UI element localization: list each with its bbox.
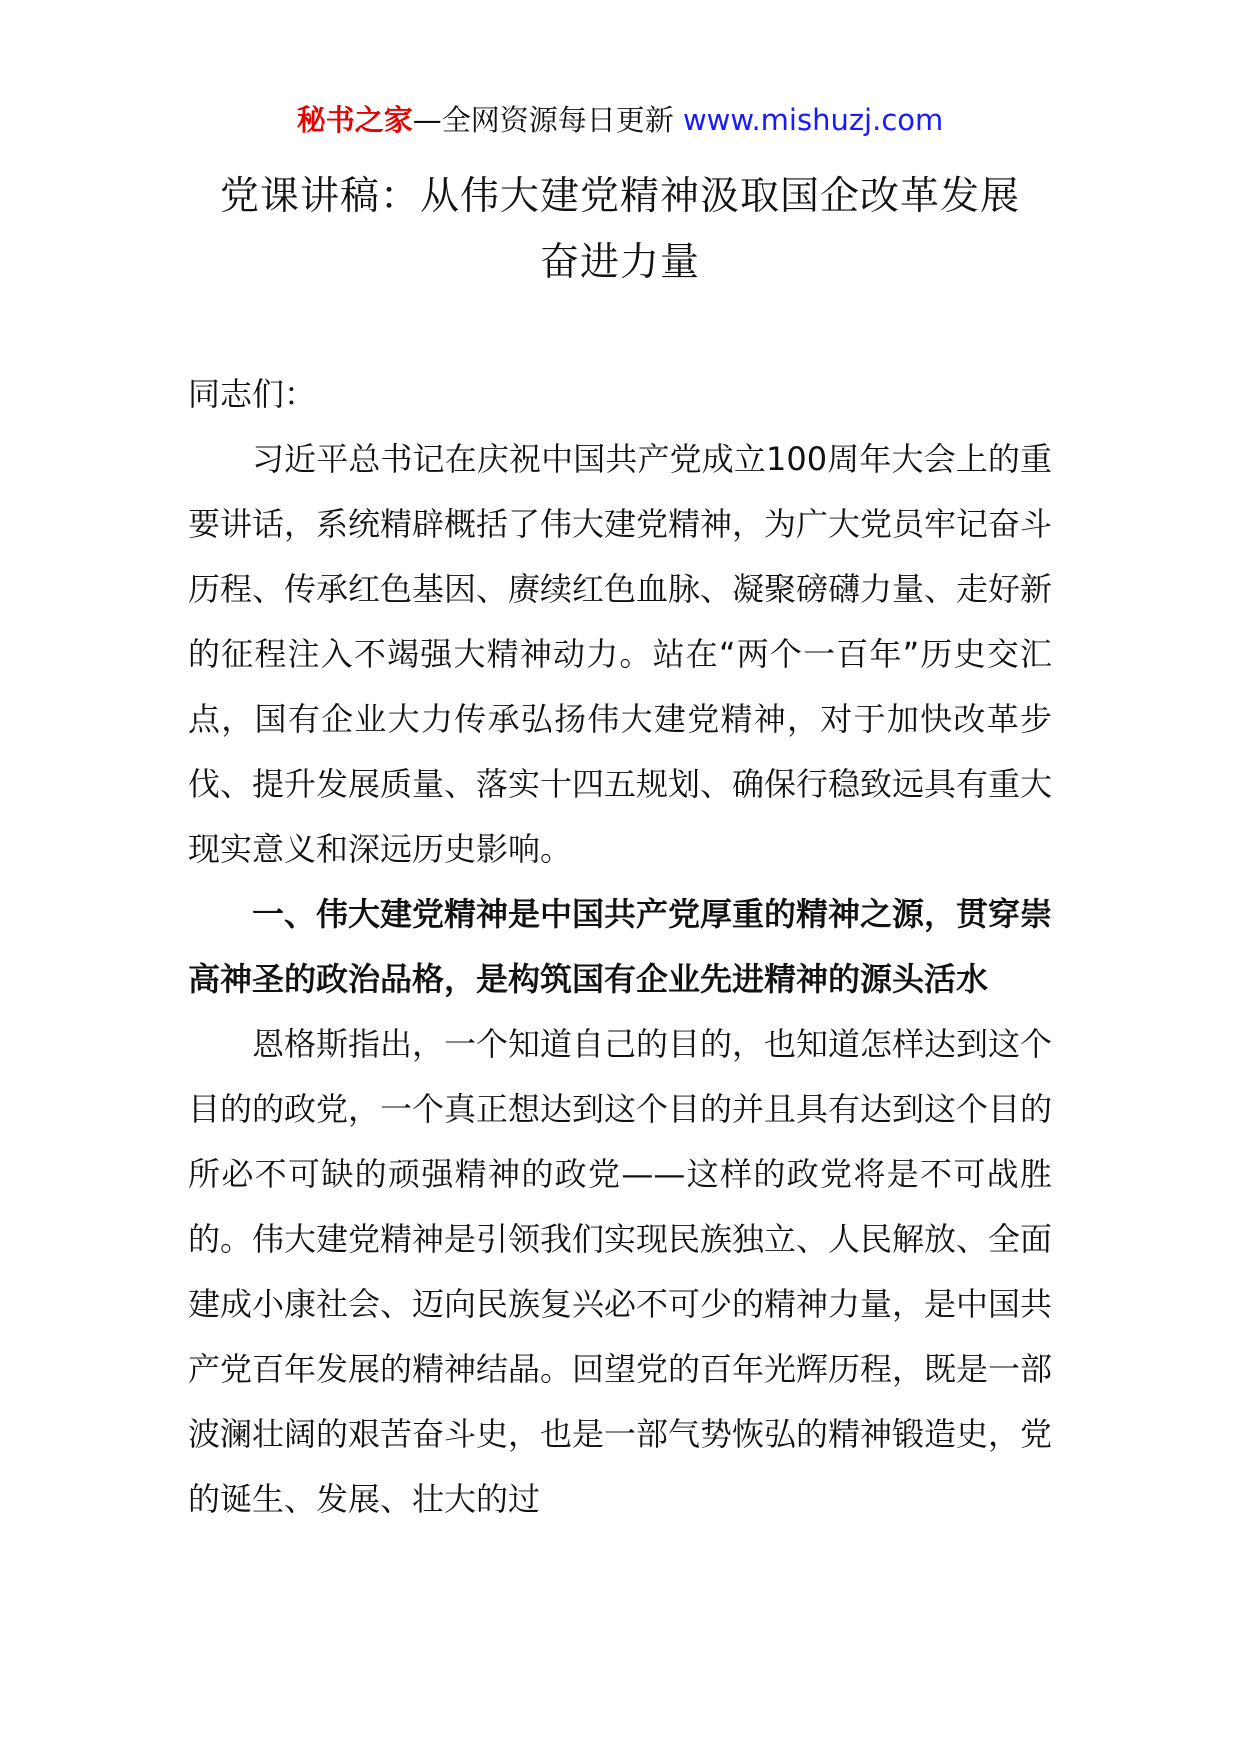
document-body: [188, 362, 1052, 1532]
header-tagline: —全网资源每日更新: [412, 103, 683, 137]
site-header: [0, 100, 1240, 140]
paragraph-intro: 习近平总书记在庆祝中国共产党成立100周年大会上的重要讲话，系统精辟概括了伟大建党精神，为广大党员牢记奋斗历程、传承红色基因、赓续红色血脉、凝聚磅礴力量、走好新的征程注入不竭强大精神动力。站在“两个一百年”历史交汇点，国有企业大力传承弘扬伟大建党精神，对于加快改革步伐、提升发展质量、落实十四五规划、确保行稳致远具有重大现实意义和深远历史影响。: [188, 440, 1053, 868]
title-line-2: 奋进力量: [539, 240, 700, 285]
paragraph-engels: 恩格斯指出，一个知道自己的目的，也知道怎样达到这个目的的政党，一个真正想达到这个目的并且具有达到这个目的所必不可缺的顽强精神的政党——这样的政党将是不可战胜的。伟大建党精神是引领我们实现民族独立、人民解放、全面建成小康社会、迈向民族复兴必不可少的精神力量，是中国共产党百年发展的精神结晶。回望党的百年光辉历程，既是一部波澜壮阔的艰苦奋斗史，也是一部气势恢弘的精神锻造史，党的诞生、发展、壮大的过: [188, 1025, 1053, 1518]
brand-name: 秘书之家: [296, 103, 413, 137]
site-url-link[interactable]: www.mishuzj.com: [682, 103, 944, 137]
section-heading-1: 一、伟大建党精神是中国共产党厚重的精神之源，贯穿崇高神圣的政治品格，是构筑国有企业先进精神的源头活水: [188, 895, 1053, 998]
title-line-1: 党课讲稿：从伟大建党精神汲取国企改革发展: [219, 174, 1020, 219]
salutation: 同志们：: [188, 375, 317, 413]
document-title: [180, 164, 1060, 296]
